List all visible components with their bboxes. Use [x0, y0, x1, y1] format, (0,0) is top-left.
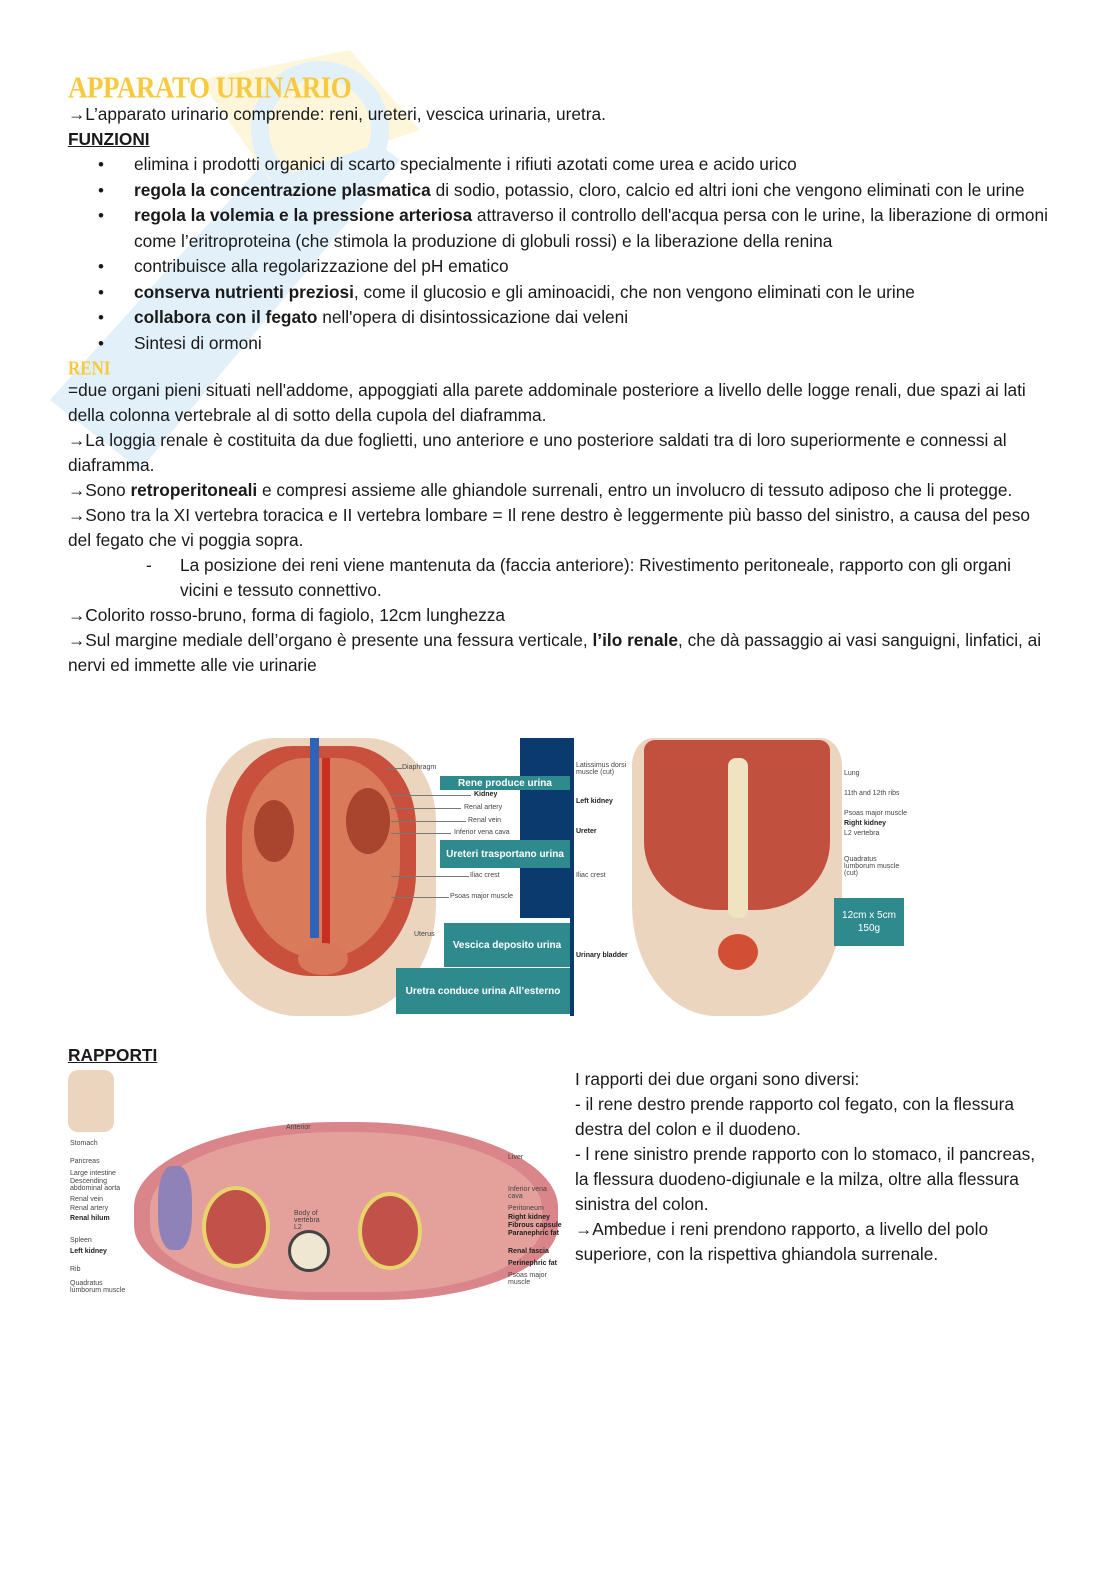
list-item: • conserva nutrienti preziosi, come il glucosio e gli aminoacidi, che non vengono eliminati con le urine [68, 280, 1048, 306]
kidney-cross-section-figure: Anterior Body of vertebra L2 Stomach Pancreas Large intestine Descending abdominal aorta Renal vein Renal artery Renal hilum Spleen Left kidney Rib Quadratus lumborum muscle Liver Inferior vena cava Peritoneum Right kidney Fibrous capsule Paranephric fat Renal fascia Perinephric fat Psoas major muscle [66, 1070, 562, 1300]
intro-text: →L’apparato urinario comprende: reni, ureteri, vescica urinaria, uretra. [68, 104, 606, 124]
reni-paragraph-2: →La loggia renale è costituita da due foglietti, uno anteriore e uno posteriore saldati tra di loro superiormente e connessi al diaframma. [68, 430, 1007, 475]
reni-paragraph-4: →Sono tra la XI vertebra toracica e II vertebra lombare = Il rene destro è leggermente più basso del sinistro, a causa del peso del fegato che vi poggia sopra. [68, 505, 1031, 550]
reni-paragraph-6: →Sul margine mediale dell’organo è presente una fessura verticale, l’ilo renale, che dà passaggio ai vasi sanguigni, linfatici, ai nervi ed immette alle vie urinarie [68, 630, 1042, 675]
anterior-view-illustration: Rene produce urina Ureteri trasportano urina Vescica deposito urina Uretra conduce urina All’esterno Diaphragm Kidney Renal artery Renal vein Inferior vena cava Iliac crest Psoas major muscle Uterus [206, 738, 570, 1016]
size-box: 12cm x 5cm 150g [834, 898, 904, 946]
list-item: • contribuisce alla regolarizzazione del pH ematico [68, 254, 1048, 280]
list-item: • Sintesi di ormoni [68, 331, 1048, 357]
label-box-uretra: Uretra conduce urina All’esterno [396, 968, 570, 1014]
label-box-vescica: Vescica deposito urina [444, 923, 570, 967]
list-item: • regola la volemia e la pressione arteriosa attraverso il controllo dell'acqua persa con le urine, la liberazione di ormoni come l’eritroproteina (che stimola la produzione di globuli rossi) e la liberazione della renina [68, 203, 1048, 254]
posterior-view-illustration: Latissimus dorsi muscle (cut) Left kidney Ureter Iliac crest Urinary bladder Lung 11th and 12th ribs Psoas major muscle Right kidney L2 vertebra Quadratus lumborum muscle (cut) 12cm x 5cm 150g [572, 738, 906, 1016]
rapporti-heading: RAPPORTI [68, 1045, 158, 1065]
label-box-rene: Rene produce urina [440, 776, 570, 790]
funzioni-list [68, 152, 1048, 356]
rapporti-line: - l rene sinistro prende rapporto con lo stomaco, il pancreas, la flessura duodeno-digiunale e la milza, oltre alla flessura sinistra del colon. [575, 1144, 1036, 1214]
reni-dash-item: - La posizione dei reni viene mantenuta da (faccia anteriore): Rivestimento peritoneale, rapporto con gli organi vicini e tessuto connettivo. [146, 555, 1011, 600]
rapporti-line: →Ambedue i reni prendono rapporto, a livello del polo superiore, con la rispettiva ghiandola surrenale. [575, 1219, 989, 1264]
label-box-ureteri: Ureteri trasportano urina [440, 840, 570, 868]
list-item: • collabora con il fegato nell'opera di disintossicazione dai veleni [68, 305, 1048, 331]
page-title: APPARATO URINARIO [68, 70, 352, 105]
rapporti-line: - il rene destro prende rapporto col fegato, con la flessura destra del colon e il duodeno. [575, 1094, 1015, 1139]
reni-heading: RENI [68, 357, 111, 379]
reni-paragraph-1: =due organi pieni situati nell'addome, appoggiati alla parete addominale posteriore a livello delle logge renali, due spazi ai lati della colonna vertebrale al di sotto della cupola del diaframma. [68, 380, 1026, 425]
list-item: • elimina i prodotti organici di scarto specialmente i rifiuti azotati come urea e acido urico [68, 152, 1048, 178]
urinary-system-figure [206, 738, 906, 1016]
list-item: • regola la concentrazione plasmatica di sodio, potassio, cloro, calcio ed altri ioni che vengono eliminati con le urine [68, 178, 1048, 204]
document-page [68, 70, 1048, 678]
rapporti-line: I rapporti dei due organi sono diversi: [575, 1069, 860, 1089]
rapporti-text [575, 1067, 1045, 1267]
reni-paragraph-5: →Colorito rosso-bruno, forma di fagiolo, 12cm lunghezza [68, 605, 506, 625]
reni-paragraph-3: →Sono retroperitoneali e compresi assieme alle ghiandole surrenali, entro un involucro di tessuto adiposo che li protegge. [68, 480, 1013, 500]
funzioni-heading: FUNZIONI [68, 129, 150, 149]
